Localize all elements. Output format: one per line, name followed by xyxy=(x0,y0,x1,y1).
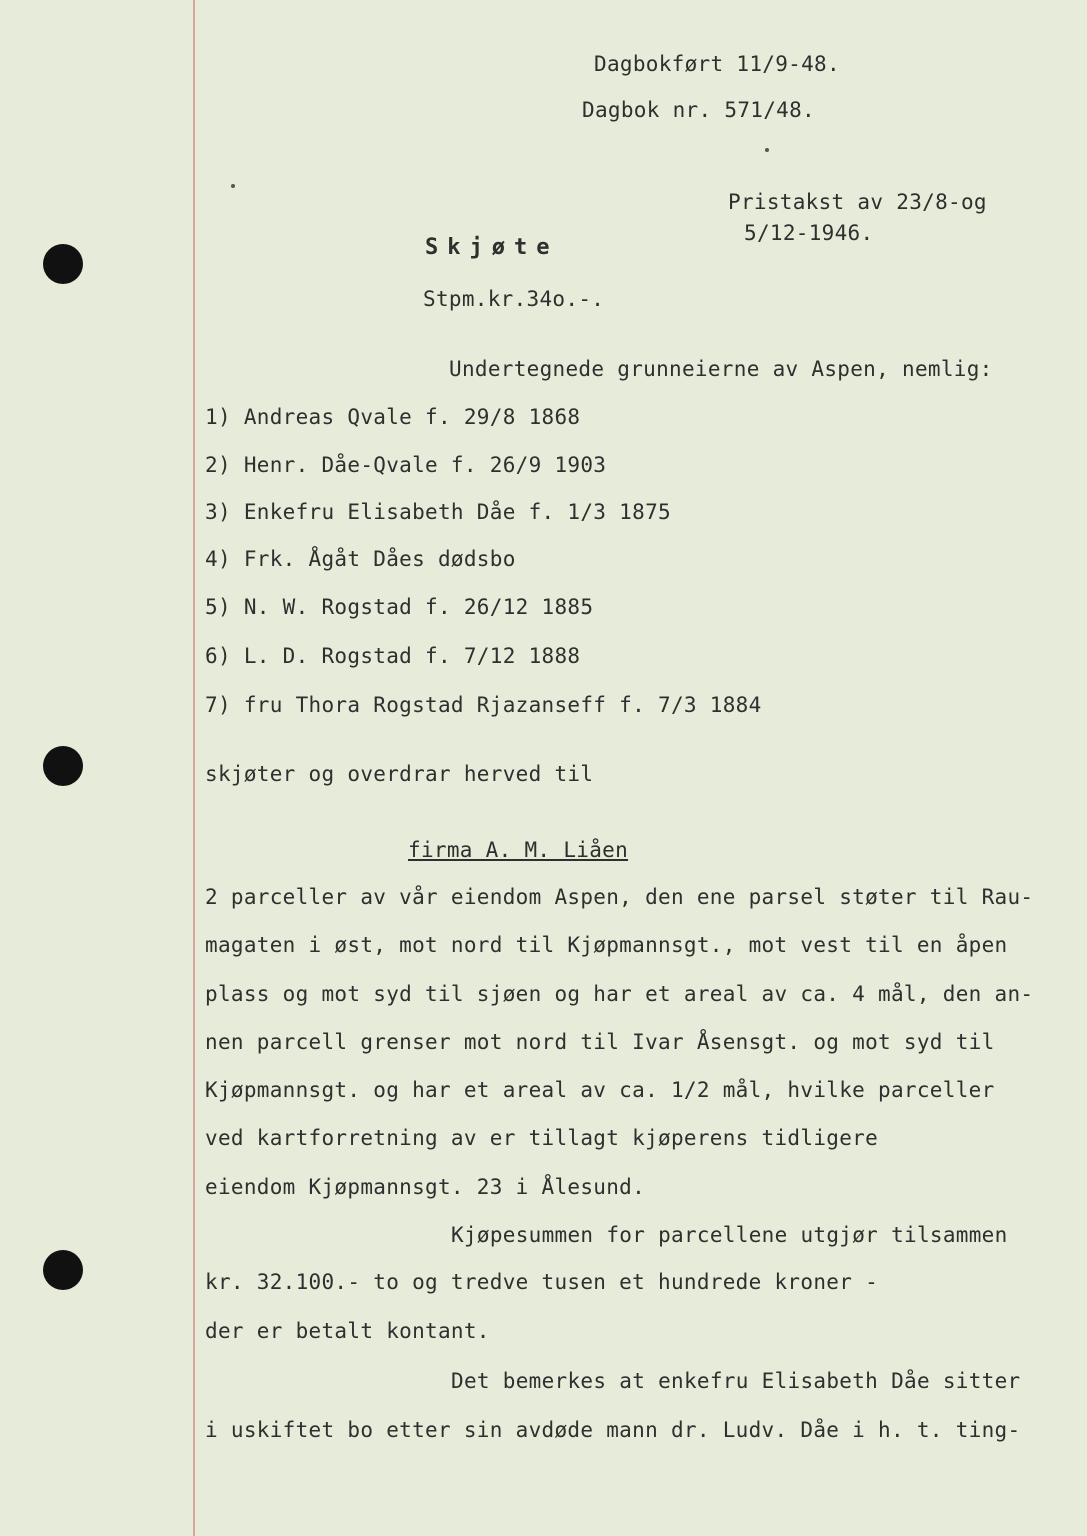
owner-item: 4) Frk. Ågåt Dåes dødsbo xyxy=(205,547,516,571)
punch-hole xyxy=(43,244,83,284)
body-line: eiendom Kjøpmannsgt. 23 i Ålesund. xyxy=(205,1175,646,1199)
remark-line: Det bemerkes at enkefru Elisabeth Dåe sitter xyxy=(451,1369,1021,1393)
margin-line xyxy=(193,0,195,1536)
purchase-line: der er betalt kontant. xyxy=(205,1319,490,1343)
purchase-line: Kjøpesummen for parcellene utgjør tilsammen xyxy=(451,1223,1008,1247)
body-line: ved kartforretning av er tillagt kjøperens tidligere xyxy=(205,1126,879,1150)
buyer-name: firma A. M. Liåen xyxy=(408,838,629,862)
body-line: nen parcell grenser mot nord til Ivar Åsensgt. og mot syd til xyxy=(205,1030,995,1054)
owner-item: 7) fru Thora Rogstad Rjazanseff f. 7/3 1884 xyxy=(205,693,762,717)
owner-item: 3) Enkefru Elisabeth Dåe f. 1/3 1875 xyxy=(205,500,671,524)
owner-item: 1) Andreas Qvale f. 29/8 1868 xyxy=(205,405,581,429)
document-title: Skjøte xyxy=(425,235,559,260)
remark-line: i uskiftet bo etter sin avdøde mann dr. Ludv. Dåe i h. t. ting- xyxy=(205,1418,1021,1442)
owner-item: 2) Henr. Dåe-Qvale f. 26/9 1903 xyxy=(205,453,607,477)
transfer-text: skjøter og overdrar herved til xyxy=(205,762,594,786)
pristakst-line-2: 5/12-1946. xyxy=(744,221,874,245)
owner-item: 6) L. D. Rogstad f. 7/12 1888 xyxy=(205,644,581,668)
stamp-duty: Stpm.kr.34o.-. xyxy=(423,287,605,311)
pristakst-line-1: Pristakst av 23/8-og xyxy=(728,190,987,214)
dagbokfort-date: Dagbokført 11/9-48. xyxy=(594,52,840,76)
body-line: magaten i øst, mot nord til Kjøpmannsgt., mot vest til en åpen xyxy=(205,933,1008,957)
punch-hole xyxy=(43,1250,83,1290)
ink-dot xyxy=(231,184,235,188)
body-line: 2 parceller av vår eiendom Aspen, den ene parsel støter til Rau- xyxy=(205,885,1034,909)
purchase-line: kr. 32.100.- to og tredve tusen et hundrede kroner - xyxy=(205,1270,879,1294)
dagbok-number: Dagbok nr. 571/48. xyxy=(582,98,815,122)
body-line: plass og mot syd til sjøen og har et areal av ca. 4 mål, den an- xyxy=(205,982,1034,1006)
ink-dot xyxy=(765,148,769,152)
punch-hole xyxy=(43,746,83,786)
body-line: Kjøpmannsgt. og har et areal av ca. 1/2 mål, hvilke parceller xyxy=(205,1078,995,1102)
intro-text: Undertegnede grunneierne av Aspen, nemlig: xyxy=(449,357,993,381)
owner-item: 5) N. W. Rogstad f. 26/12 1885 xyxy=(205,595,594,619)
